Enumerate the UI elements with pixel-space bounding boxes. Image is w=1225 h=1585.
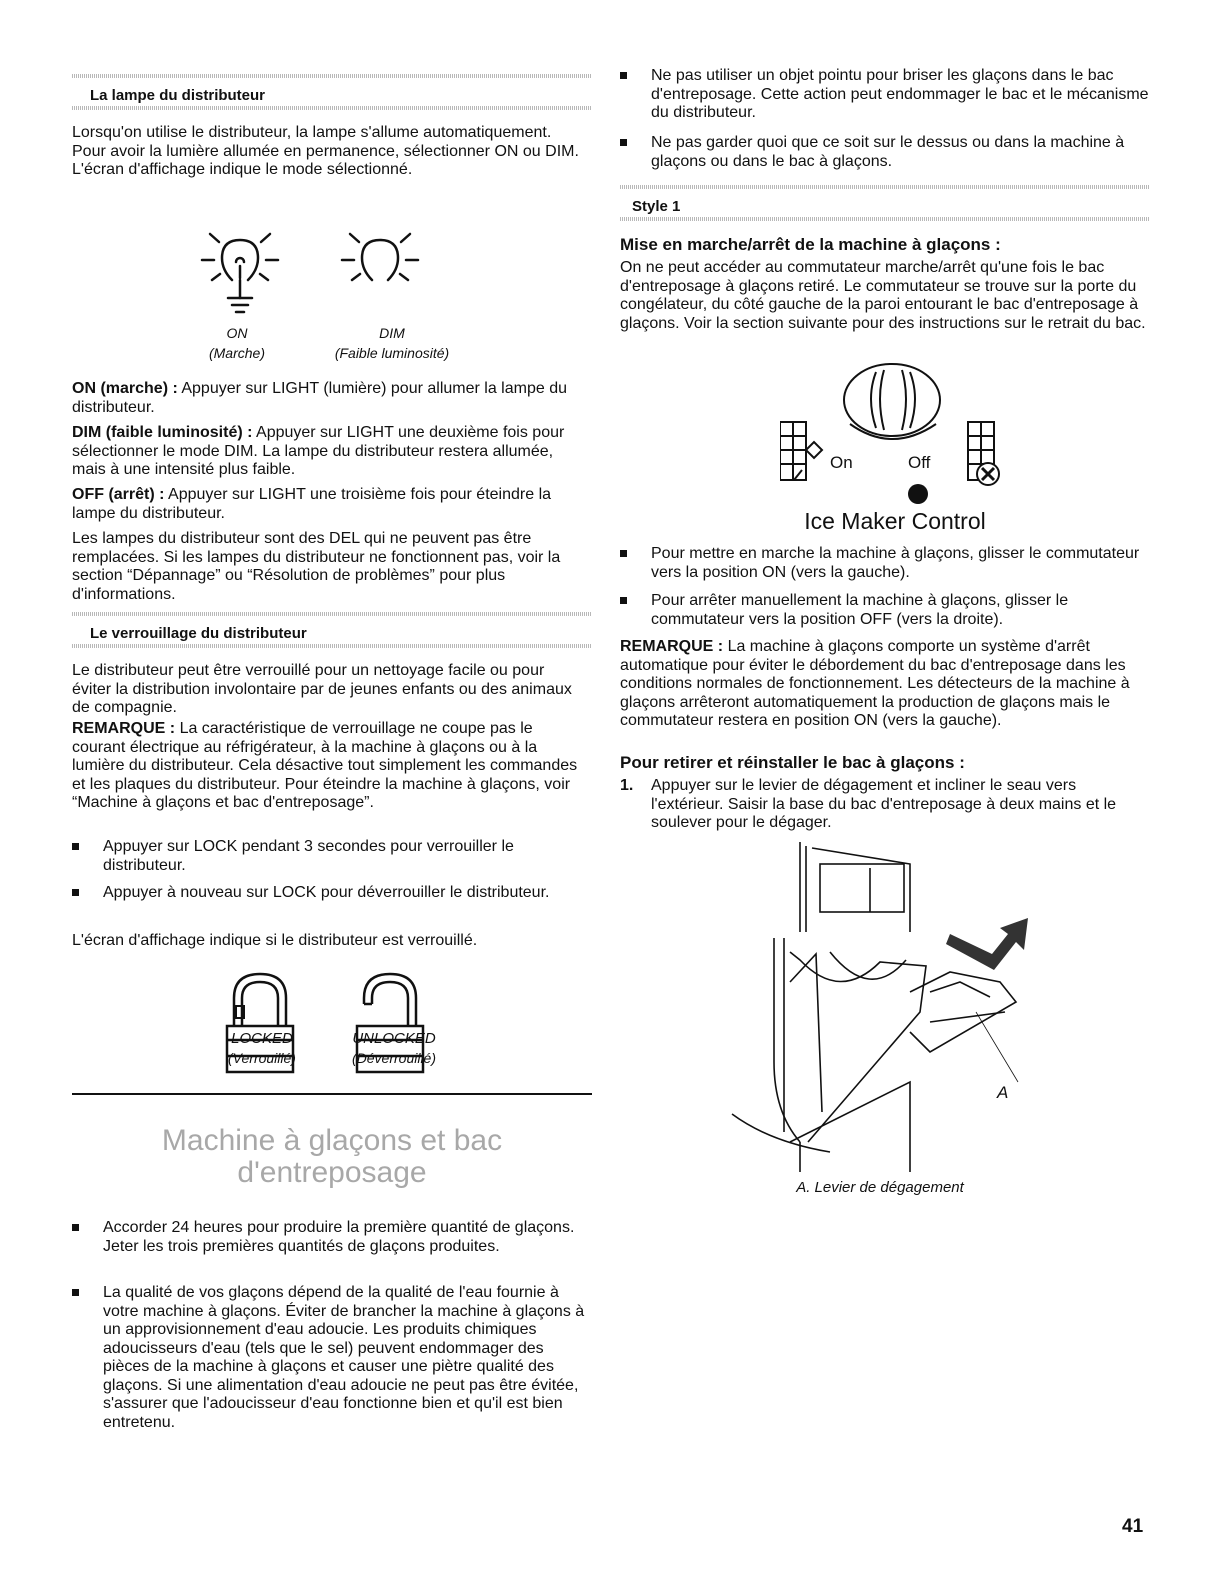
- bullet-text: Appuyer sur LOCK pendant 3 secondes pour verrouiller le distributeur.: [103, 838, 514, 874]
- bullet-marker: [620, 72, 627, 79]
- section-rule: [72, 644, 592, 648]
- dim-text: Appuyer sur LIGHT une deuxième fois pour sélectionner le mode DIM. La lampe du distributeur restera allumée, mais à une intensité plus faible.: [72, 424, 565, 478]
- list-item: [72, 838, 587, 878]
- switch-knob: [844, 364, 940, 436]
- section-rule: [620, 217, 1150, 221]
- lamp-dim-label: DIM: [379, 325, 405, 341]
- ice-bin-removal-diagram: [730, 842, 1050, 1172]
- lock-heading: Le verrouillage du distributeur: [90, 625, 307, 642]
- led-note: Les lampes du distributeur sont des DEL qui ne peuvent pas être remplacées. Si les lampes du distributeur ne fonctionnent pas, voir la section “Dépannage” ou “Résolution de problèmes” pour plus d'informations.: [72, 530, 561, 603]
- bullet-marker: [620, 550, 627, 557]
- off-mode-description: [72, 486, 587, 523]
- bullet-text: La qualité de vos glaçons dépend de la qualité de l'eau fournie à votre machine à glaçons. Éviter de brancher la machine à glaçons à un approvisionnement d'eau adoucie. Les produits chimiques adoucisseurs d'eau (tels que le sel) peuvent endommager des pièces de la machine à glaçons et causer une piètre qualité des glaçons. Si une alimentation d'eau adoucie ne peut pas être évitée, s'assurer que l'adoucisseur d'eau fonctionne bien et qu'il est bien entretenu.: [103, 1284, 585, 1431]
- onoff-text: On ne peut accéder au commutateur marche/arrêt qu'une fois le bac d'entreposage à glaçons retiré. Le commutateur se trouve sur la porte du congélateur, du côté gauche de la paroi entourant le bac d'entreposage à glaçons. Voir la section suivante pour des instructions sur le retrait du bac.: [620, 259, 1146, 332]
- on-text: Appuyer sur LIGHT (lumière) pour allumer la lampe du distributeur.: [72, 380, 567, 416]
- remove-heading: Pour retirer et réinstaller le bac à glaçons :: [620, 753, 965, 772]
- figure-caption: A. Levier de dégagement: [796, 1179, 964, 1196]
- remark-term: REMARQUE :: [620, 638, 724, 655]
- section-rule: [72, 74, 592, 78]
- bullet-marker: [72, 889, 79, 896]
- indicator-dot: [908, 484, 928, 504]
- list-item: [620, 545, 1150, 585]
- lock-remark: [72, 720, 590, 813]
- unlocked-label: UNLOCKED: [352, 1030, 436, 1047]
- remark-text: La caractéristique de verrouillage ne coupe pas le courant électrique au réfrigérateur, à la machine à glaçons ou à la lumière du distributeur. Cela désactive tout simplement les commandes et les plaques du distributeur. Pour éteindre la machine à glaçons, voir “Machine à glaçons et bac d'entreposage”.: [72, 720, 578, 811]
- lamp-intro: Lorsqu'on utilise le distributeur, la lampe s'allume automatiquement. Pour avoir la lumière allumée en permanence, sélectionner ON ou DIM. L'écran d'affichage indique le mode sélectionné.: [72, 124, 579, 178]
- dim-term: DIM (faible luminosité) :: [72, 424, 253, 441]
- bullet-text: Ne pas garder quoi que ce soit sur le dessus ou dans la machine à glaçons ou dans le bac à glaçons.: [651, 134, 1125, 170]
- bullet-text: Ne pas utiliser un objet pointu pour briser les glaçons dans le bac d'entreposage. Cette action peut endommager le bac et le mécanisme du distributeur.: [651, 67, 1149, 121]
- style-heading: Style 1: [632, 198, 681, 215]
- section-rule: [620, 185, 1150, 189]
- bullet-marker: [72, 1224, 79, 1231]
- ice-maker-control-diagram: [780, 362, 1000, 512]
- bullet-text: Pour mettre en marche la machine à glaçons, glisser le commutateur vers la position ON (vers la gauche).: [651, 545, 1140, 581]
- lamp-on-icon: [202, 234, 278, 312]
- list-item: [620, 592, 1150, 632]
- remark-text: La machine à glaçons comporte un système d'arrêt automatique pour éviter le débordement du bac d'entreposage dans les conditions normales de fonctionnement. Les détecteurs de la machine à glaçons arrêteront automatiquement la production de glaçons mais le commutateur restera en position ON (vers la gauche).: [620, 638, 1130, 729]
- unlocked-sublabel: (Déverrouillé): [351, 1050, 437, 1066]
- ice-section-title: [72, 1125, 592, 1189]
- control-off-label: Off: [908, 453, 931, 472]
- off-term: OFF (arrêt) :: [72, 486, 165, 503]
- lamp-dim-icon: [342, 234, 418, 280]
- on-mode-description: [72, 380, 587, 417]
- lock-display-note: L'écran d'affichage indique si le distributeur est verrouillé.: [72, 932, 478, 949]
- locked-label: LOCKED: [231, 1030, 293, 1047]
- bullet-text: Appuyer à nouveau sur LOCK pour déverrouiller le distributeur.: [103, 884, 550, 901]
- section-rule: [72, 612, 592, 616]
- bullet-text: Pour arrêter manuellement la machine à glaçons, glisser le commutateur vers la position OFF (vers la droite).: [651, 592, 1069, 628]
- lamp-on-sublabel: (Marche): [208, 345, 265, 361]
- bullet-marker: [620, 139, 627, 146]
- list-item: [72, 884, 587, 924]
- page-number: 41: [1122, 1516, 1144, 1537]
- control-title: Ice Maker Control: [804, 508, 986, 534]
- lamp-heading: La lampe du distributeur: [90, 87, 266, 104]
- bullet-text: Accorder 24 heures pour produire la première quantité de glaçons. Jeter les trois premières quantités de glaçons produites.: [103, 1219, 575, 1255]
- locked-sublabel: (Verrouillé): [228, 1050, 296, 1066]
- control-on-label: On: [830, 453, 853, 472]
- onoff-heading: Mise en marche/arrêt de la machine à glaçons :: [620, 235, 1001, 254]
- bullet-marker: [72, 843, 79, 850]
- ice-title-line1: Machine à glaçons et bac: [161, 1124, 503, 1157]
- bullet-marker: [620, 597, 627, 604]
- lock-intro: Le distributeur peut être verrouillé pour un nettoyage facile ou pour éviter la distribution involontaire par de jeunes enfants ou des animaux de compagnie.: [72, 662, 572, 716]
- lamp-mode-icons: [200, 218, 460, 323]
- list-item: [620, 134, 1150, 174]
- ice-remark: [620, 638, 1150, 731]
- section-divider: [72, 1093, 592, 1095]
- lamp-on-label: ON: [226, 325, 248, 341]
- bullet-marker: [72, 1289, 79, 1296]
- step-text: Appuyer sur le levier de dégagement et incliner le seau vers l'extérieur. Saisir la base du bac d'entreposage à deux mains et le soulever pour le dégager.: [651, 777, 1117, 831]
- on-term: ON (marche) :: [72, 380, 178, 397]
- dim-mode-description: [72, 424, 587, 480]
- list-item: [72, 1284, 587, 1434]
- direction-arrow: [946, 918, 1028, 970]
- remark-term: REMARQUE :: [72, 720, 176, 737]
- callout-a: A: [997, 1083, 1009, 1102]
- off-text: Appuyer sur LIGHT une troisième fois pour éteindre la lampe du distributeur.: [72, 486, 552, 522]
- ice-title-line2: d'entreposage: [237, 1156, 427, 1189]
- step-number: 1.: [620, 777, 634, 794]
- ice-on-icon: [780, 422, 822, 480]
- list-item: [620, 67, 1150, 127]
- lamp-dim-sublabel: (Faible luminosité): [334, 345, 450, 361]
- list-item: [72, 1219, 587, 1277]
- section-rule: [72, 106, 592, 110]
- ice-off-icon: [968, 422, 999, 485]
